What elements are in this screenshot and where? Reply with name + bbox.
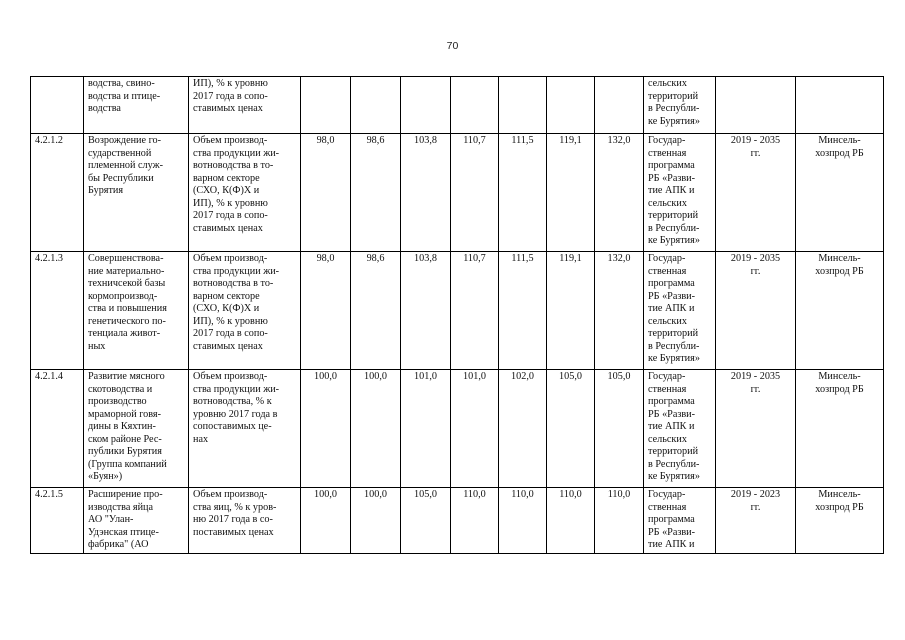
indicator-value-cell [595, 77, 644, 134]
indicator-cell: Объем производ- ства продукции жи- вотноводства в то- варном секторе (СХО, К(Ф)Х и ИП), % к уровню 2017 года в сопо- ставимых ценах [189, 252, 301, 370]
indicator-value-cell: 102,0 [499, 370, 547, 488]
indicator-value-cell: 100,0 [301, 488, 351, 554]
indicator-value-cell: 101,0 [451, 370, 499, 488]
measure-code-cell [31, 77, 84, 134]
measure-code-cell: 4.2.1.2 [31, 134, 84, 252]
indicator-cell: ИП), % к уровню 2017 года в сопо- ставимых ценах [189, 77, 301, 134]
indicator-value-cell: 132,0 [595, 134, 644, 252]
executor-cell: Минсель- хозпрод РБ [796, 370, 884, 488]
indicator-value-cell: 110,0 [595, 488, 644, 554]
indicator-cell: Объем производ- ства яиц, % к уров- ню 2017 года в со- поставимых ценах [189, 488, 301, 554]
measure-name-cell: Расширение про- изводства яйца АО "Улан- Удэнская птице- фабрика" (АО [84, 488, 189, 554]
table-row [31, 77, 884, 134]
indicator-value-cell: 105,0 [401, 488, 451, 554]
indicator-value-cell [451, 77, 499, 134]
indicator-value-cell [547, 77, 595, 134]
indicator-value-cell: 100,0 [351, 370, 401, 488]
indicator-value-cell: 110,7 [451, 134, 499, 252]
measure-name-cell: Развитие мясного скотоводства и производство мраморной говя- дины в Кяхтин- ском районе Рес- публики Бурятия (Группа компаний «Буян») [84, 370, 189, 488]
indicator-value-cell: 111,5 [499, 252, 547, 370]
period-cell: 2019 - 2035 гг. [716, 134, 796, 252]
indicator-value-cell [351, 77, 401, 134]
indicator-value-cell: 101,0 [401, 370, 451, 488]
executor-cell: Минсель- хозпрод РБ [796, 134, 884, 252]
indicator-value-cell: 105,0 [595, 370, 644, 488]
indicator-value-cell: 98,0 [301, 252, 351, 370]
indicator-value-cell: 100,0 [351, 488, 401, 554]
table-row [31, 488, 884, 554]
table-row [31, 370, 884, 488]
measure-name-cell: Возрождение го- сударственной племенной служ- бы Республики Бурятия [84, 134, 189, 252]
program-cell: Государ- ственная программа РБ «Разви- тие АПК и сельских территорий в Республи- ке Бурятия» [644, 134, 716, 252]
table-row [31, 252, 884, 370]
executor-cell: Минсель- хозпрод РБ [796, 488, 884, 554]
program-cell: Государ- ственная программа РБ «Разви- тие АПК и сельских территорий в Республи- ке Бурятия» [644, 252, 716, 370]
period-cell: 2019 - 2035 гг. [716, 252, 796, 370]
measure-code-cell: 4.2.1.3 [31, 252, 84, 370]
indicator-value-cell [401, 77, 451, 134]
measure-name-cell: водства, свино- водства и птице- водства [84, 77, 189, 134]
period-cell: 2019 - 2023 гг. [716, 488, 796, 554]
measures-table [30, 76, 884, 554]
indicator-value-cell: 119,1 [547, 252, 595, 370]
indicator-value-cell: 98,6 [351, 134, 401, 252]
executor-cell: Минсель- хозпрод РБ [796, 252, 884, 370]
indicator-value-cell: 110,0 [499, 488, 547, 554]
indicator-value-cell: 103,8 [401, 252, 451, 370]
program-cell: Государ- ственная программа РБ «Разви- тие АПК и сельских территорий в Республи- ке Бурятия» [644, 370, 716, 488]
period-cell [716, 77, 796, 134]
page-number: 70 [446, 40, 459, 52]
indicator-value-cell [301, 77, 351, 134]
indicator-cell: Объем производ- ства продукции жи- вотноводства, % к уровню 2017 года в сопоставимых це- нах [189, 370, 301, 488]
program-cell: сельских территорий в Республи- ке Бурятия» [644, 77, 716, 134]
indicator-value-cell: 98,0 [301, 134, 351, 252]
indicator-value-cell: 111,5 [499, 134, 547, 252]
indicator-value-cell: 110,7 [451, 252, 499, 370]
measure-name-cell: Совершенствова- ние материально- техничсекой базы кормопроизвод- ства и повышения генетического по- тенциала живот- ных [84, 252, 189, 370]
indicator-value-cell: 98,6 [351, 252, 401, 370]
indicator-cell: Объем производ- ства продукции жи- вотноводства в то- варном секторе (СХО, К(Ф)Х и ИП), % к уровню 2017 года в сопо- ставимых ценах [189, 134, 301, 252]
executor-cell [796, 77, 884, 134]
measure-code-cell: 4.2.1.5 [31, 488, 84, 554]
indicator-value-cell: 103,8 [401, 134, 451, 252]
indicator-value-cell [499, 77, 547, 134]
indicator-value-cell: 119,1 [547, 134, 595, 252]
indicator-value-cell: 100,0 [301, 370, 351, 488]
indicator-value-cell: 110,0 [451, 488, 499, 554]
indicator-value-cell: 132,0 [595, 252, 644, 370]
period-cell: 2019 - 2035 гг. [716, 370, 796, 488]
measure-code-cell: 4.2.1.4 [31, 370, 84, 488]
program-cell: Государ- ственная программа РБ «Разви- тие АПК и [644, 488, 716, 554]
indicator-value-cell: 110,0 [547, 488, 595, 554]
table-row [31, 134, 884, 252]
indicator-value-cell: 105,0 [547, 370, 595, 488]
